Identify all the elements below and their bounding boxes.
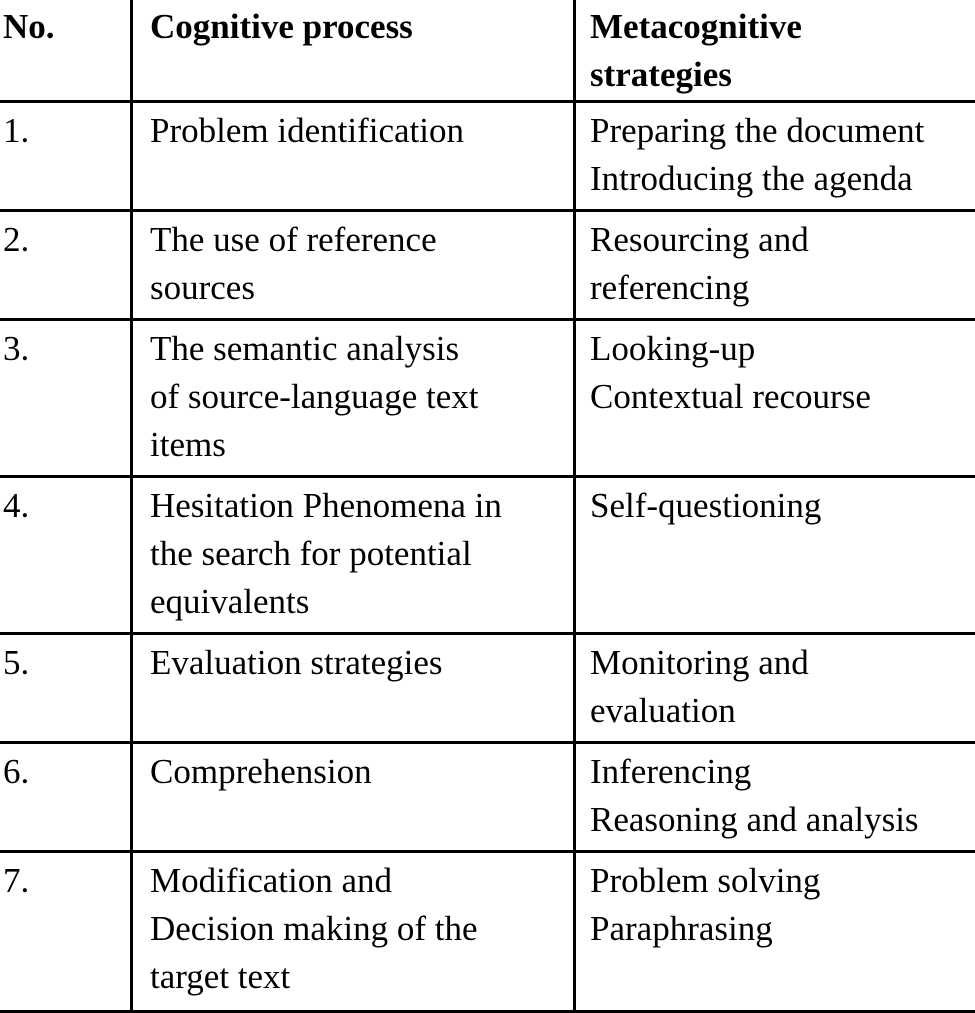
- row-number: 3.: [0, 320, 132, 477]
- header-no: No.: [0, 0, 132, 102]
- header-metacognitive-line-1: Metacognitive: [590, 3, 975, 51]
- table-row: [0, 634, 975, 743]
- cognitive-text-line: Comprehension: [150, 748, 573, 796]
- cognitive-text-line: The semantic analysis: [150, 325, 573, 373]
- row-number: 6.: [0, 743, 132, 852]
- cognitive-text-line: the search for potential: [150, 530, 573, 578]
- metacognitive-text-line: referencing: [590, 264, 975, 312]
- cognitive-text-line: Hesitation Phenomena in: [150, 482, 573, 530]
- cognitive-text-line: items: [150, 421, 573, 469]
- metacognitive-text-line: Paraphrasing: [590, 905, 975, 953]
- metacognitive-strategies-cell: [575, 102, 975, 211]
- metacognitive-strategies-cell: [575, 634, 975, 743]
- cognitive-text-line: Evaluation strategies: [150, 639, 573, 687]
- metacognitive-strategies-cell: [575, 852, 975, 1012]
- cognitive-process-cell: [132, 852, 575, 1012]
- metacognitive-text-line: Introducing the agenda: [590, 155, 975, 203]
- header-metacognitive-line-2: strategies: [590, 51, 975, 99]
- cognitive-process-cell: [132, 320, 575, 477]
- header-metacognitive-strategies: [575, 0, 975, 102]
- cognitive-text-line: equivalents: [150, 578, 573, 626]
- metacognitive-strategies-cell: [575, 743, 975, 852]
- cognitive-text-line: sources: [150, 264, 573, 312]
- metacognitive-strategies-cell: [575, 477, 975, 634]
- metacognitive-text-line: Looking-up: [590, 325, 975, 373]
- row-number: 7.: [0, 852, 132, 1012]
- metacognitive-text-line: evaluation: [590, 687, 975, 735]
- metacognitive-text-line: Contextual recourse: [590, 373, 975, 421]
- cognitive-text-line: The use of reference: [150, 216, 573, 264]
- cognitive-text-line: Modification and: [150, 857, 573, 905]
- header-cognitive-process: Cognitive process: [132, 0, 575, 102]
- row-number: 4.: [0, 477, 132, 634]
- table-row: [0, 477, 975, 634]
- metacognitive-text-line: Preparing the document: [590, 107, 975, 155]
- cognitive-process-cell: [132, 211, 575, 320]
- metacognitive-text-line: Reasoning and analysis: [590, 796, 975, 844]
- metacognitive-strategies-cell: [575, 320, 975, 477]
- table-row: [0, 320, 975, 477]
- cognitive-process-cell: [132, 743, 575, 852]
- row-number: 5.: [0, 634, 132, 743]
- cognitive-text-line: of source-language text: [150, 373, 573, 421]
- cognitive-text-line: Decision making of the: [150, 905, 573, 953]
- cognitive-process-cell: [132, 102, 575, 211]
- metacognitive-text-line: Resourcing and: [590, 216, 975, 264]
- metacognitive-strategies-cell: [575, 211, 975, 320]
- table-row: [0, 743, 975, 852]
- metacognitive-text-line: Monitoring and: [590, 639, 975, 687]
- cognitive-process-cell: [132, 634, 575, 743]
- table-row: [0, 852, 975, 1012]
- metacognitive-text-line: Self-questioning: [590, 482, 975, 530]
- table-row: [0, 102, 975, 211]
- cognitive-process-cell: [132, 477, 575, 634]
- cognitive-text-line: Problem identification: [150, 107, 573, 155]
- metacognitive-text-line: Problem solving: [590, 857, 975, 905]
- row-number: 1.: [0, 102, 132, 211]
- row-number: 2.: [0, 211, 132, 320]
- cognitive-text-line: target text: [150, 953, 573, 1001]
- table-header-row: [0, 0, 975, 102]
- table-row: [0, 211, 975, 320]
- metacognitive-text-line: Inferencing: [590, 748, 975, 796]
